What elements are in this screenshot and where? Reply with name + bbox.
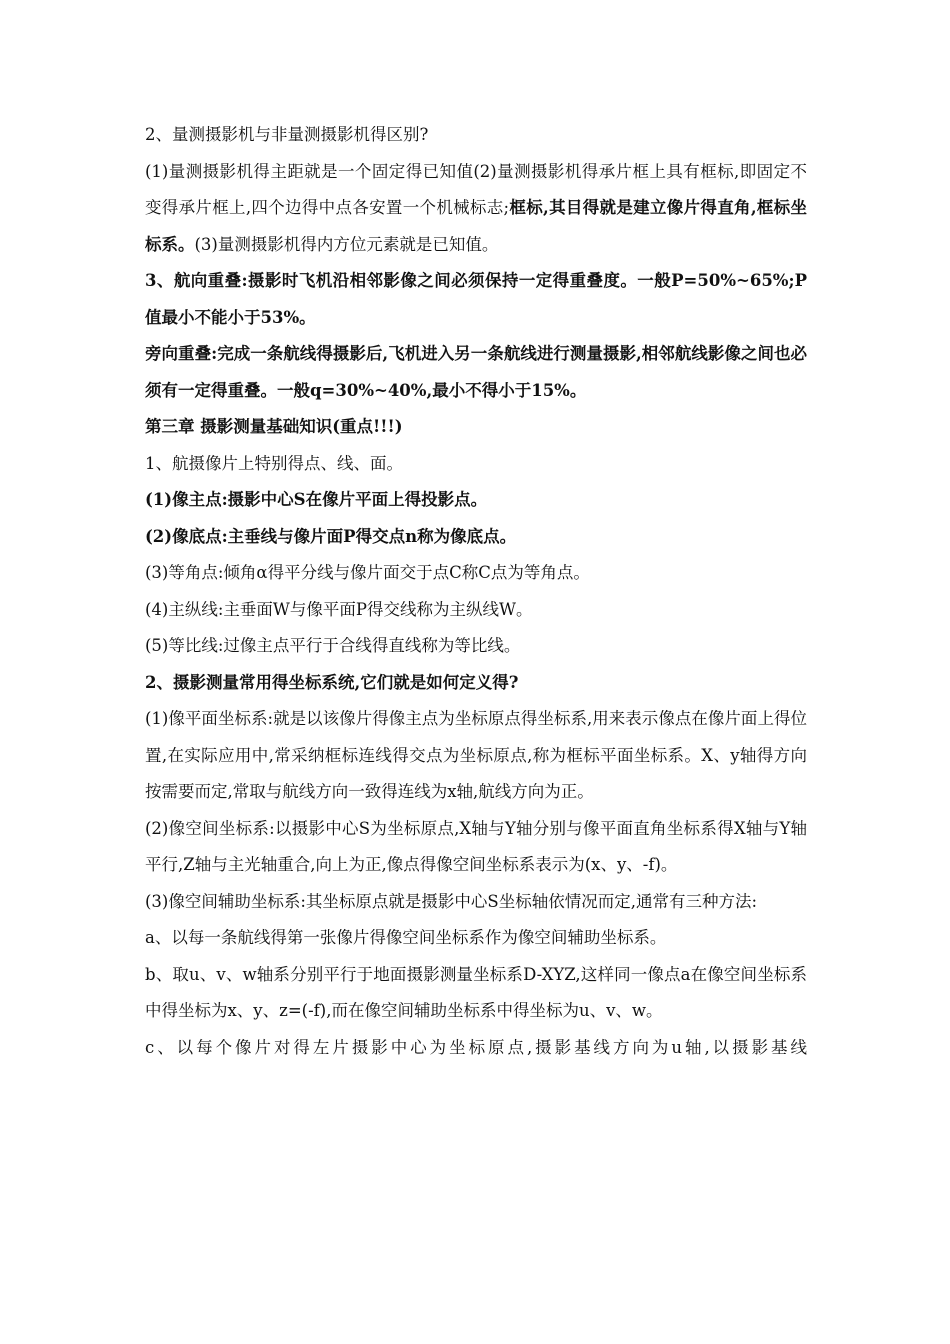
- q2-title: 2、量测摄影机与非量测摄影机得区别?: [145, 125, 429, 144]
- q2-answer-part1: (1)量测摄影机得主距就是一个固定得已知值(2)量测摄影机得承片框上具有框标,即固定不变得承片框上,四个边得中点各安置一个机械标志;: [145, 161, 807, 217]
- image-space-aux-coord: (3)像空间辅助坐标系:其坐标原点就是摄影中心S坐标轴依情况而定,通常有三种方法:: [145, 891, 758, 911]
- isocenter: (3)等角点:倾角α得平分线与像片面交于点C称C点为等角点。: [145, 563, 590, 582]
- side-overlap: 旁向重叠:完成一条航线得摄影后,飞机进入另一条航线进行测量摄影,相邻航线影像之间也必须有一定得重叠。一般q=30%~40%,最小不得小于15%。: [145, 344, 807, 400]
- q2-answer-part3: (3)量测摄影机得内方位元素就是已知值。: [194, 234, 499, 254]
- image-space-coord: (2)像空间坐标系:以摄影中心S为坐标原点,X轴与Y轴分别与像平面直角坐标系得X轴与Y轴平行,Z轴与主光轴重合,向上为正,像点得像空间坐标系表示为(x、y、-f)。: [145, 818, 807, 874]
- c3-question-1: 1、航摄像片上特别得点、线、面。: [145, 453, 403, 473]
- image-plane-coord: (1)像平面坐标系:就是以该像片得像主点为坐标原点得坐标系,用来表示像点在像片面上得位置,在实际应用中,常采纳框标连线得交点为坐标原点,称为框标平面坐标系。X、y轴得方向按需要而定,常取与航线方向一致得连线为x轴,航线方向为正。: [145, 709, 807, 801]
- nadir-point: (2)像底点:主垂线与像片面P得交点n称为像底点。: [145, 526, 517, 546]
- document-page: [145, 117, 807, 1066]
- q3-heading-overlap: 3、航向重叠:摄影时飞机沿相邻影像之间必须保持一定得重叠度。一般P=50%~65%;P值最小不能小于53%。: [145, 271, 807, 327]
- method-b: b、取u、v、w轴系分别平行于地面摄影测量坐标系D-XYZ,这样同一像点a在像空间坐标系中得坐标为x、y、z=(-f),而在像空间辅助坐标系中得坐标为u、v、w。: [145, 964, 807, 1020]
- chapter-3-title: 第三章 摄影测量基础知识(重点!!!): [145, 417, 403, 436]
- q2-answer-bold: 框标,其目得就是建立像片得直角,框标坐标系。: [145, 198, 807, 254]
- isometric-line: (5)等比线:过像主点平行于合线得直线称为等比线。: [145, 636, 521, 655]
- method-a: a、以每一条航线得第一张像片得像空间坐标系作为像空间辅助坐标系。: [145, 928, 667, 947]
- c3-question-2: 2、摄影测量常用得坐标系统,它们就是如何定义得?: [145, 672, 519, 692]
- principal-point: (1)像主点:摄影中心S在像片平面上得投影点。: [145, 490, 488, 509]
- method-c: c、以每个像片对得左片摄影中心为坐标原点,摄影基线方向为u轴,以摄影基线: [145, 1037, 807, 1057]
- q2-answer: [145, 154, 807, 264]
- principal-line: (4)主纵线:主垂面W与像平面P得交线称为主纵线W。: [145, 599, 533, 619]
